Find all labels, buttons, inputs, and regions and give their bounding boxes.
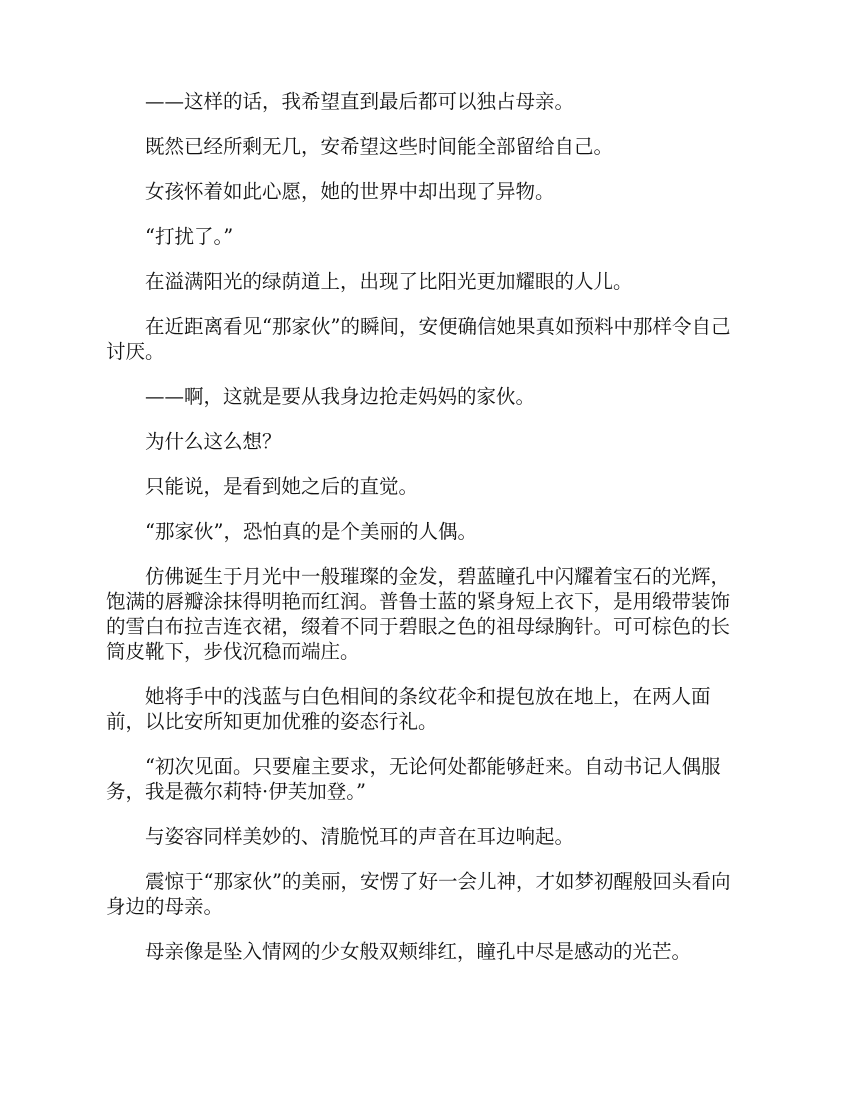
paragraph: 与姿容同样美妙的、清脆悦耳的声音在耳边响起。 [145,825,575,848]
document-page [106,89,744,984]
paragraph: 震惊于“那家伙”的美丽，安愣了好一会儿神，才如梦初醒般回头看向身边的母亲。 [106,870,731,918]
paragraph: “打扰了。” [145,225,234,248]
paragraph: 为什么这么想？ [145,430,282,453]
paragraph: ——这样的话，我希望直到最后都可以独占母亲。 [145,90,575,113]
paragraph: 女孩怀着如此心愿，她的世界中却出现了异物。 [145,180,555,203]
paragraph: 在溢满阳光的绿荫道上，出现了比阳光更加耀眼的人儿。 [145,270,633,293]
paragraph: 母亲像是坠入情网的少女般双颊绯红，瞳孔中尽是感动的光芒。 [145,940,692,963]
paragraph: 在近距离看见“那家伙”的瞬间，安便确信她果真如预料中那样令自己讨厌。 [106,315,731,363]
paragraph: 只能说，是看到她之后的直觉。 [145,475,419,498]
paragraph: 仿佛诞生于月光中一般璀璨的金发，碧蓝瞳孔中闪耀着宝石的光辉，饱满的唇瓣涂抹得明艳而红润。普鲁士蓝的紧身短上衣下，是用缎带装饰的雪白布拉吉连衣裙，缀着不同于碧眼之色的祖母绿胸针。可可棕色的长筒皮靴下，步伐沉稳而端庄。 [106,565,731,663]
paragraph: 既然已经所剩无几，安希望这些时间能全部留给自己。 [145,135,614,158]
paragraph: ——啊，这就是要从我身边抢走妈妈的家伙。 [145,385,536,408]
paragraph: 她将手中的浅蓝与白色相间的条纹花伞和提包放在地上，在两人面前，以比安所知更加优雅的姿态行礼。 [106,685,711,733]
paragraph: “初次见面。只要雇主要求，无论何处都能够赶来。自动书记人偶服务，我是薇尔莉特·伊芙加登。” [106,755,721,803]
paragraph: “那家伙”，恐怕真的是个美丽的人偶。 [145,520,477,543]
